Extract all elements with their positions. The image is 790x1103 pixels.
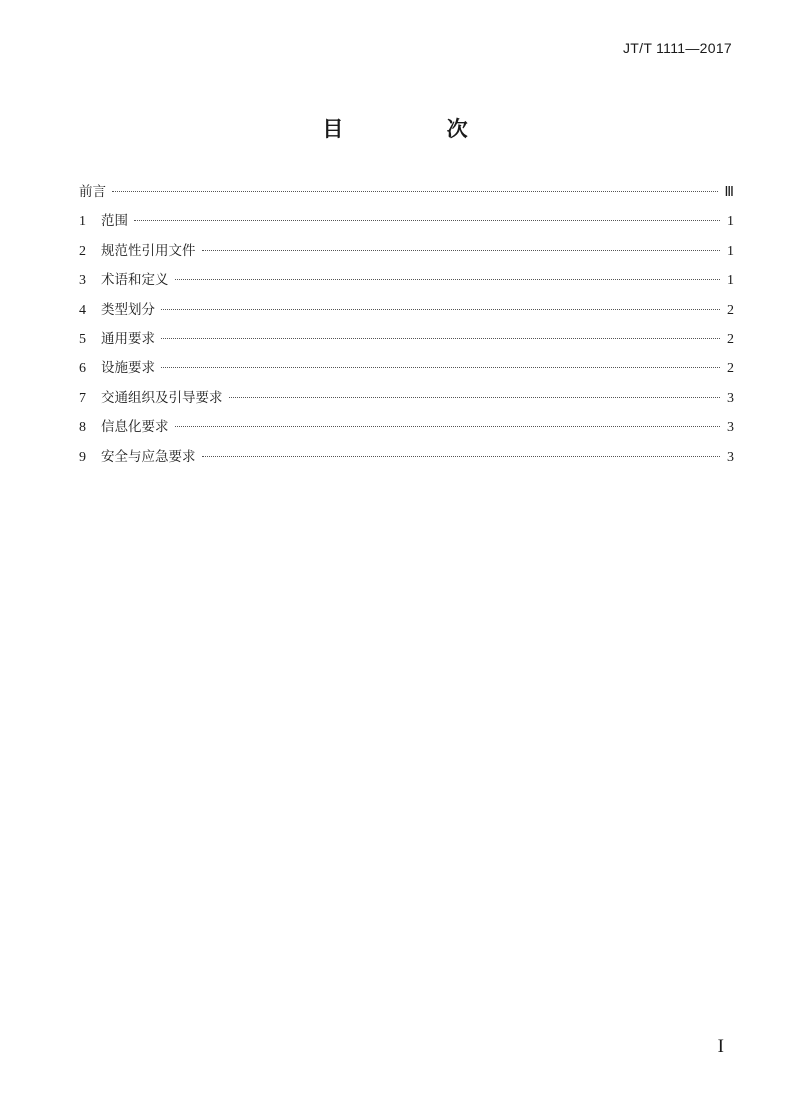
- toc-entry-general-requirements[interactable]: [79, 325, 734, 354]
- toc-entry-text: 前言: [79, 184, 106, 200]
- toc-entry-text: 通用要求: [101, 330, 155, 347]
- toc-entry-page: 3: [727, 449, 734, 465]
- toc-leader-dots: [202, 456, 721, 457]
- toc-entry-text: 类型划分: [101, 301, 155, 318]
- page-number: I: [717, 1036, 724, 1057]
- standard-number: JT/T 1111—2017: [622, 40, 732, 56]
- toc-entry-normative-references[interactable]: [79, 237, 734, 266]
- toc-leader-dots: [202, 250, 721, 251]
- toc-leader-dots: [161, 338, 720, 339]
- toc-leader-dots: [134, 220, 720, 221]
- toc-entry-number: 4: [79, 302, 86, 318]
- toc-leader-dots: [175, 279, 721, 280]
- toc-leader-dots: [161, 309, 720, 310]
- toc-entry-number: 1: [79, 214, 86, 230]
- toc-entry-text: 交通组织及引导要求: [101, 389, 223, 406]
- toc-entry-page: Ⅲ: [724, 185, 734, 200]
- toc-entry-scope[interactable]: [79, 207, 734, 236]
- toc-entry-safety-emergency[interactable]: [79, 443, 734, 472]
- toc-entry-page: 2: [727, 331, 734, 347]
- toc-entry-text: 设施要求: [101, 360, 155, 377]
- toc-entry-page: 2: [727, 302, 734, 318]
- toc-entry-text: 规范性引用文件: [101, 242, 196, 259]
- toc-entry-foreword[interactable]: [79, 178, 734, 207]
- toc-leader-dots: [175, 426, 721, 427]
- toc-entry-terms-definitions[interactable]: [79, 266, 734, 295]
- toc-leader-dots: [161, 367, 720, 368]
- toc-list: [79, 178, 734, 472]
- toc-entry-number: 9: [79, 449, 86, 465]
- toc-entry-classification[interactable]: [79, 296, 734, 325]
- toc-leader-dots: [229, 397, 721, 398]
- toc-entry-number: 2: [79, 243, 86, 259]
- toc-entry-traffic-organization[interactable]: [79, 384, 734, 413]
- toc-entry-page: 1: [727, 243, 734, 259]
- toc-entry-number: 7: [79, 390, 86, 406]
- toc-entry-page: 3: [727, 420, 734, 436]
- toc-entry-page: 1: [727, 273, 734, 289]
- toc-entry-page: 2: [727, 361, 734, 377]
- toc-entry-text: 范围: [101, 213, 128, 230]
- toc-entry-number: 8: [79, 420, 86, 436]
- toc-title: 目 次: [322, 117, 516, 141]
- toc-entry-number: 5: [79, 331, 86, 347]
- toc-entry-facility-requirements[interactable]: [79, 354, 734, 383]
- toc-entry-text: 术语和定义: [101, 272, 169, 289]
- toc-entry-page: 3: [727, 390, 734, 406]
- toc-entry-text: 信息化要求: [101, 419, 169, 436]
- toc-entry-informatization[interactable]: [79, 413, 734, 442]
- toc-entry-number: 3: [79, 273, 86, 289]
- toc-entry-text: 安全与应急要求: [101, 448, 196, 465]
- toc-entry-page: 1: [727, 214, 734, 230]
- toc-entry-number: 6: [79, 361, 86, 377]
- toc-leader-dots: [112, 191, 718, 192]
